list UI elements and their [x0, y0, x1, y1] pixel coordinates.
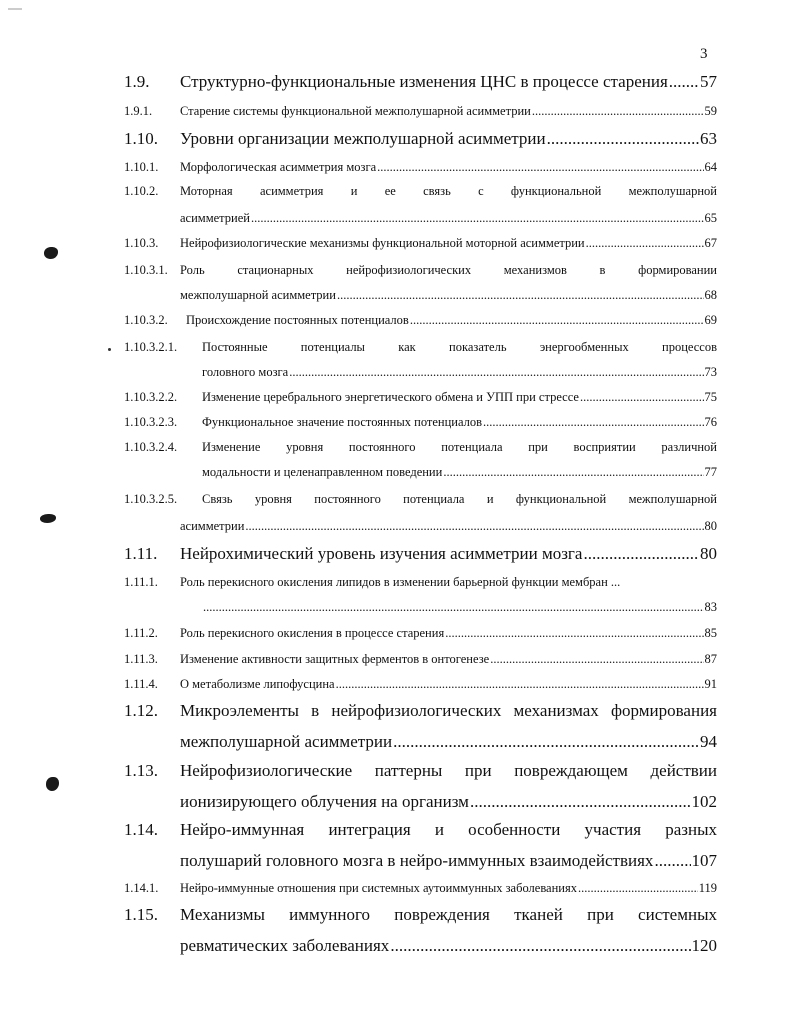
section-number: 1.10.3.1.: [124, 263, 168, 277]
section-number: 1.11.3.: [124, 652, 158, 666]
toc-line: [180, 236, 717, 251]
dot-leader: [580, 390, 704, 405]
section-title-cont: головного мозга: [202, 365, 289, 379]
toc-line: [180, 104, 717, 119]
section-title: Структурно-функциональные изменения ЦНС в процессе старения: [180, 72, 668, 91]
dot-leader: [583, 544, 699, 564]
section-title: Нейро-иммунная интеграция и особенности участия разных: [180, 820, 717, 839]
section-number: 1.11.4.: [124, 677, 158, 691]
section-title: Роль перекисного окисления в процессе старения: [180, 626, 445, 640]
section-title: Роль перекисного окисления липидов в изменении барьерной функции мембран ...: [180, 575, 621, 589]
toc-line: [180, 626, 717, 641]
section-title-cont: ионизирующего облучения на организм: [180, 792, 469, 811]
section-title-cont: полушарий головного мозга в нейро-иммунных взаимодействиях: [180, 851, 654, 870]
section-number: 1.14.: [124, 820, 158, 839]
section-title: Нейро-иммунные отношения при системных аутоиммунных заболеваниях: [180, 881, 577, 895]
section-title: Изменение активности защитных ферментов в онтогенезе: [180, 652, 490, 666]
dot-leader: [203, 600, 704, 615]
dot-leader: [251, 211, 704, 226]
toc-line: [180, 72, 717, 92]
toc-line: [180, 544, 717, 564]
dot-leader: [470, 792, 691, 812]
dot-leader: [669, 72, 699, 92]
dot-leader: [377, 160, 703, 175]
section-number: 1.10.3.2.2.: [124, 390, 178, 404]
section-number: 1.12.: [124, 701, 158, 720]
page-ref: 77: [704, 465, 717, 479]
toc-line: [180, 263, 717, 278]
dot-leader: [245, 519, 703, 534]
section-title: Моторная асимметрия и ее связь с функциональной межполушарной: [180, 184, 717, 198]
section-number: 1.10.3.2.4.: [124, 440, 178, 454]
page-ref: 65: [704, 211, 717, 225]
section-title: Механизмы иммунного повреждения тканей при системных: [180, 905, 717, 924]
page-ref: 57: [700, 72, 717, 91]
page-ref: 73: [704, 365, 717, 379]
section-title-cont: межполушарной асимметрии: [180, 288, 336, 302]
toc-line: [180, 211, 717, 226]
toc-line: [180, 851, 717, 871]
section-title: Изменение уровня постоянного потенциала при восприятии различной: [202, 440, 717, 454]
toc-line: [180, 732, 717, 752]
toc-line: [180, 652, 717, 667]
section-number: 1.10.2.: [124, 184, 159, 198]
section-number: 1.14.1.: [124, 881, 159, 895]
page-ref: 69: [704, 313, 717, 327]
page-ref: 76: [704, 415, 717, 429]
dot-leader: [337, 288, 704, 303]
section-title: Изменение церебрального энергетического обмена и УПП при стрессе: [202, 390, 579, 404]
page-ref: 80: [700, 544, 717, 563]
dot-leader: [586, 236, 704, 251]
dot-leader: [547, 129, 699, 149]
section-number: 1.11.1.: [124, 575, 158, 589]
toc-line: [180, 519, 717, 534]
toc-line: [180, 792, 717, 812]
section-number: 1.13.: [124, 761, 158, 780]
section-title: Связь уровня постоянного потенциала и функциональной межполушарной: [202, 492, 717, 506]
section-number: 1.9.: [124, 72, 150, 91]
toc-line: [180, 881, 717, 896]
section-title-cont: ревматических заболеваниях: [180, 936, 390, 955]
page-ref: 85: [704, 626, 717, 640]
section-title-cont: межполушарной асимметрии: [180, 732, 393, 751]
page-ref: 63: [700, 129, 717, 148]
section-title: Нейрохимический уровень изучения асимметрии мозга: [180, 544, 583, 563]
page-ref: 67: [704, 236, 717, 250]
section-title: Происхождение постоянных потенциалов: [186, 313, 409, 327]
section-title: Морфологическая асимметрия мозга: [180, 160, 377, 174]
dot-leader: [443, 465, 703, 480]
section-title: Постоянные потенциалы как показатель энергообменных процессов: [202, 340, 717, 354]
page-ref: 120: [691, 936, 717, 955]
toc-line: [186, 313, 717, 328]
section-number: 1.10.3.: [124, 236, 159, 250]
section-number: 1.10.3.2.: [124, 313, 168, 327]
dot-leader: [578, 881, 698, 896]
section-number: 1.10.: [124, 129, 158, 148]
page-ref: 59: [704, 104, 717, 118]
toc-line: [180, 936, 717, 956]
section-number: 1.15.: [124, 905, 158, 924]
page-ref: 68: [704, 288, 717, 302]
section-title: Нейрофизиологические паттерны при повреждающем действии: [180, 761, 717, 780]
toc-line: [180, 820, 717, 840]
section-title: Уровни организации межполушарной асимметрии: [180, 129, 546, 148]
section-number: 1.10.1.: [124, 160, 159, 174]
toc-line: [202, 415, 717, 430]
page-ref: 80: [704, 519, 717, 533]
dot-leader: [390, 936, 690, 956]
section-title: О метаболизме липофусцина: [180, 677, 335, 691]
page-ref: 64: [704, 160, 717, 174]
page-ref: 119: [698, 881, 717, 895]
toc-line: [202, 492, 717, 507]
toc-line: [180, 677, 717, 692]
toc-line: [180, 129, 717, 149]
page-ref: 102: [691, 792, 717, 811]
toc-line: [180, 288, 717, 303]
toc-line: [180, 160, 717, 175]
dot-leader: [490, 652, 703, 667]
toc-line: [202, 440, 717, 455]
section-number: 1.10.3.2.5.: [124, 492, 178, 506]
toc-line: [202, 465, 717, 480]
toc-line: [180, 905, 717, 925]
toc-line: [180, 575, 717, 590]
section-title-cont: асимметрией: [180, 211, 250, 225]
page-ref: 75: [704, 390, 717, 404]
section-title: Нейрофизиологические механизмы функциональной моторной асимметрии: [180, 236, 585, 250]
section-title: Функциональное значение постоянных потенциалов: [202, 415, 483, 429]
toc-line: [202, 390, 717, 405]
page-ref: 91: [704, 677, 717, 691]
section-number: 1.11.2.: [124, 626, 158, 640]
toc-line: [180, 761, 717, 781]
page-ref: 107: [691, 851, 717, 870]
section-title: Микроэлементы в нейрофизиологических механизмах формирования: [180, 701, 717, 720]
toc-line: [180, 184, 717, 199]
toc-line: [202, 365, 717, 380]
page-number: 3: [700, 46, 708, 62]
section-number: 1.9.1.: [124, 104, 153, 118]
section-title: Роль стационарных нейрофизиологических механизмов в формировании: [180, 263, 717, 277]
toc-line: [202, 340, 717, 355]
dot-leader: [483, 415, 703, 430]
toc-line: [180, 701, 717, 721]
section-title: Старение системы функциональной межполушарной асимметрии: [180, 104, 531, 118]
dot-leader: [336, 677, 704, 692]
dot-leader: [654, 851, 690, 871]
toc-line: [202, 600, 717, 615]
section-title-cont: асимметрии: [180, 519, 245, 533]
dot-leader: [393, 732, 699, 752]
section-number: 1.10.3.2.3.: [124, 415, 178, 429]
dot-leader: [445, 626, 703, 641]
section-title-cont: модальности и целенаправленном поведении: [202, 465, 443, 479]
section-number: 1.11.: [124, 544, 158, 563]
page-ref: 87: [704, 652, 717, 666]
page-ref: 94: [700, 732, 717, 751]
section-number: 1.10.3.2.1.: [124, 340, 178, 354]
dot-leader: [410, 313, 704, 328]
dot-leader: [289, 365, 703, 380]
page-ref: 83: [704, 600, 717, 614]
dot-leader: [532, 104, 704, 119]
